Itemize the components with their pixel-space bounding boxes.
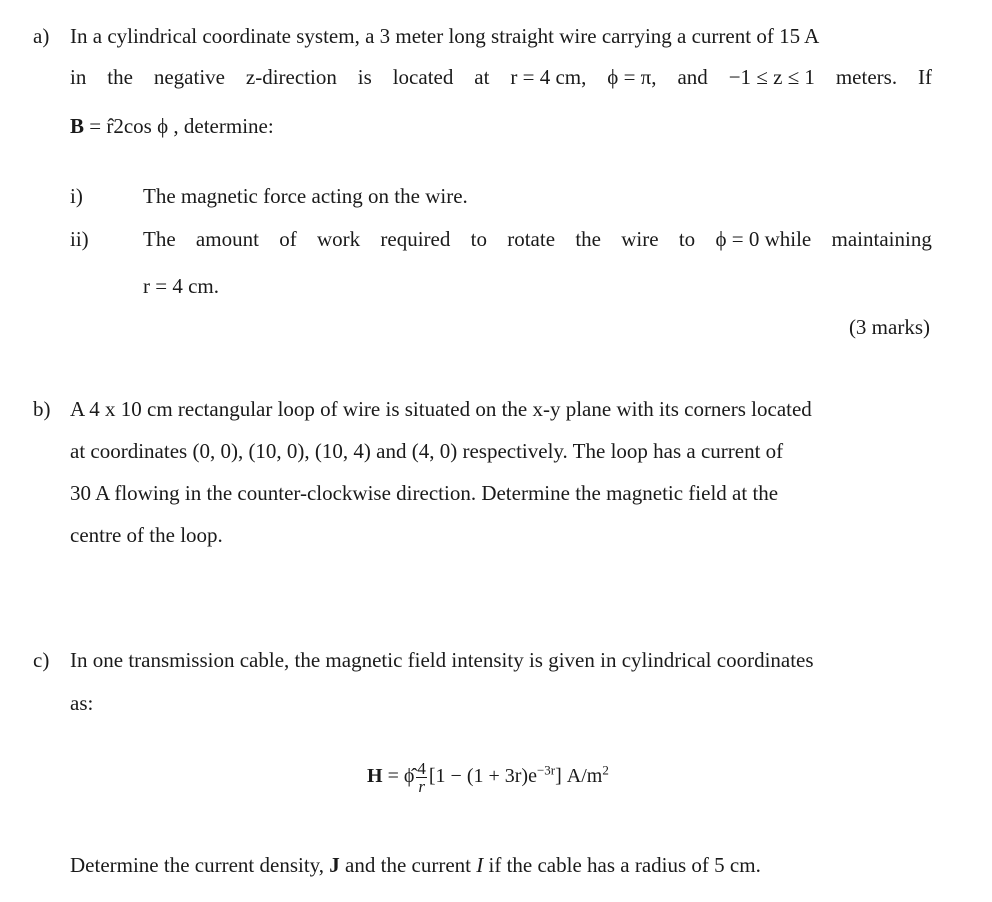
part-c-line-2: as: bbox=[70, 691, 94, 715]
equation-exponent: −3r bbox=[536, 762, 556, 778]
word: to bbox=[678, 227, 696, 251]
z-range-expression: −1 ≤ z ≤ 1 bbox=[728, 65, 815, 89]
h-field-symbol: H bbox=[367, 765, 383, 788]
unit-exponent: 2 bbox=[602, 762, 609, 778]
current-density-symbol: J bbox=[329, 853, 340, 877]
equation-body: [1 − (1 + 3r)e bbox=[428, 765, 537, 788]
b-field-expression: = r̂2cos ϕ , determine: bbox=[84, 114, 274, 138]
part-c-label: c) bbox=[33, 648, 50, 672]
question-pre: Determine the current density, bbox=[70, 853, 330, 877]
part-c-line-1: In one transmission cable, the magnetic field intensity is given in cylindrical coordinates bbox=[70, 648, 814, 672]
word: amount bbox=[195, 227, 259, 251]
word: located bbox=[392, 65, 454, 89]
phi-expression: ϕ = π, bbox=[607, 65, 657, 89]
fraction-numerator: 4 bbox=[417, 759, 426, 778]
item-i-label: i) bbox=[70, 184, 83, 208]
h-field-equation bbox=[367, 760, 609, 795]
word: in bbox=[70, 65, 87, 89]
part-b-line-2: at coordinates (0, 0), (10, 0), (10, 4) and (4, 0) respectively. The loop has a current of bbox=[70, 439, 784, 463]
item-ii-label: ii) bbox=[70, 227, 89, 251]
current-symbol: I bbox=[476, 853, 484, 877]
part-a-line-3 bbox=[70, 116, 274, 137]
part-a-line-2 bbox=[70, 67, 932, 88]
equation-unit: ] A/m bbox=[555, 765, 603, 788]
item-i-text: The magnetic force acting on the wire. bbox=[143, 184, 468, 208]
word: work bbox=[316, 227, 361, 251]
question-mid: and the current bbox=[339, 853, 477, 877]
part-a-label: a) bbox=[33, 24, 50, 48]
fraction-denominator: r bbox=[418, 777, 425, 796]
word: the bbox=[575, 227, 601, 251]
word: wire bbox=[621, 227, 659, 251]
part-a-line-1: In a cylindrical coordinate system, a 3 meter long straight wire carrying a current of 15 A bbox=[70, 24, 820, 48]
word: and bbox=[677, 65, 708, 89]
question-post: if the cable has a radius of 5 cm. bbox=[483, 853, 761, 877]
phi-zero-expression: ϕ = 0 while bbox=[715, 227, 812, 251]
word: rotate bbox=[507, 227, 556, 251]
part-b-label: b) bbox=[33, 397, 51, 421]
word: to bbox=[470, 227, 487, 251]
part-b-line-4: centre of the loop. bbox=[70, 523, 223, 547]
word: is bbox=[357, 65, 372, 89]
word: the bbox=[107, 65, 133, 89]
equation-fraction bbox=[415, 760, 428, 795]
b-field-symbol: B bbox=[70, 114, 85, 138]
word: meters. bbox=[835, 65, 898, 89]
word: at bbox=[474, 65, 490, 89]
word: required bbox=[380, 227, 451, 251]
item-ii-text bbox=[143, 229, 932, 250]
word: maintaining bbox=[831, 227, 932, 251]
part-b-line-3: 30 A flowing in the counter-clockwise direction. Determine the magnetic field at the bbox=[70, 481, 779, 505]
word: of bbox=[279, 227, 297, 251]
word: The bbox=[143, 227, 176, 251]
marks-label: (3 marks) bbox=[848, 315, 930, 339]
word: If bbox=[918, 65, 932, 89]
radius-expression: r = 4 cm, bbox=[510, 65, 587, 89]
word: z-direction bbox=[245, 65, 337, 89]
part-b-line-1: A 4 x 10 cm rectangular loop of wire is situated on the x-y plane with its corners located bbox=[70, 397, 812, 421]
item-ii-text-2: r = 4 cm. bbox=[143, 274, 219, 298]
equation-equals-phi: = ϕ̂ bbox=[382, 765, 415, 788]
part-c-question bbox=[70, 855, 761, 876]
word: negative bbox=[153, 65, 225, 89]
